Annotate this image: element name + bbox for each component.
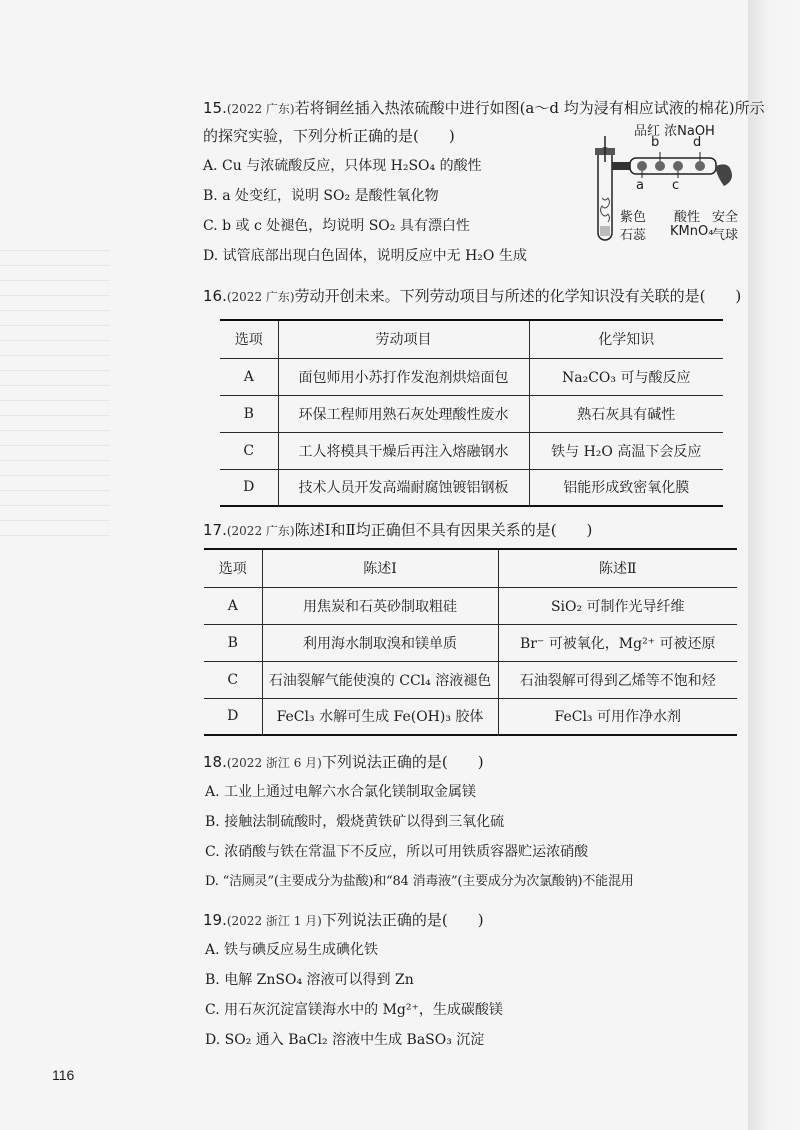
table-row — [204, 624, 737, 661]
q15-stem-text-1: 若将铜丝插入热浓硫酸中进行如图(a～d 均为浸有相应试液的棉花)所示 — [294, 99, 765, 117]
table-row — [220, 432, 723, 469]
q15-option-d: D. 试管底部出现白色固体，说明反应中无 H₂O 生成 — [203, 248, 527, 264]
q17-source: (2022 广东) — [226, 524, 295, 538]
bleed-through-text — [0, 250, 110, 870]
q15-source: (2022 广东) — [226, 102, 295, 116]
label-safety: 安全 — [712, 210, 739, 225]
q17-stem-text: 陈述Ⅰ和Ⅱ均正确但不具有因果关系的是( ) — [294, 521, 593, 539]
table-row — [204, 698, 737, 735]
q16-header-option: 选项 — [220, 320, 278, 358]
q15-apparatus-figure — [590, 118, 750, 258]
q16-row-b-knowledge: 熟石灰具有碱性 — [529, 395, 723, 432]
q17-row-b-label: B — [204, 624, 262, 661]
table-row — [220, 469, 723, 506]
copper-coil — [601, 198, 610, 222]
tube-liquid — [600, 226, 610, 236]
q17-header-option: 选项 — [204, 549, 262, 587]
q15-stem-line1 — [203, 98, 765, 119]
table-row — [220, 395, 723, 432]
cotton-d — [695, 161, 705, 171]
q17-row-d-statement-1: FeCl₃ 水解可生成 Fe(OH)₃ 胶体 — [262, 698, 498, 735]
cotton-a — [637, 161, 647, 171]
letter-c: c — [672, 178, 680, 193]
q16-row-c-label: C — [220, 432, 278, 469]
q16-row-c-knowledge: 铁与 H₂O 高温下会反应 — [529, 432, 723, 469]
q15-option-a: A. Cu 与浓硫酸反应，只体现 H₂SO₄ 的酸性 — [203, 158, 482, 174]
letter-b: b — [651, 135, 660, 150]
cotton-c — [673, 161, 683, 171]
safety-balloon — [716, 164, 732, 186]
q16-stem — [203, 286, 741, 307]
q16-row-a-label: A — [220, 358, 278, 395]
q15-option-b: B. a 处变红，说明 SO₂ 是酸性氧化物 — [203, 188, 439, 204]
q17-stem — [203, 520, 592, 541]
q16-row-d-knowledge: 铝能形成致密氧化膜 — [529, 469, 723, 506]
q16-table — [220, 319, 723, 507]
q16-row-b-labor: 环保工程师用熟石灰处理酸性废水 — [278, 395, 529, 432]
q16-stem-text: 劳动开创未来。下列劳动项目与所述的化学知识没有关联的是( ) — [294, 287, 742, 305]
tube-connector — [612, 162, 630, 170]
figure-top-labels: 品红 浓NaOH — [634, 124, 715, 139]
q17-row-a-statement-1: 用焦炭和石英砂制取粗硅 — [262, 587, 498, 624]
table-row — [220, 358, 723, 395]
q18-option-c: C. 浓硝酸与铁在常温下不反应，所以可用铁质容器贮运浓硝酸 — [205, 844, 589, 860]
q18-number: 18. — [203, 753, 227, 771]
q16-row-a-labor: 面包师用小苏打作发泡剂烘焙面包 — [278, 358, 529, 395]
q17-row-d-statement-2: FeCl₃ 可用作净水剂 — [498, 698, 737, 735]
label-acidic: 酸性 — [674, 210, 701, 225]
q16-header-labor: 劳动项目 — [278, 320, 529, 358]
q19-source: (2022 浙江 1 月) — [226, 914, 322, 928]
q19-stem — [203, 910, 484, 931]
label-litmus: 石蕊 — [620, 228, 647, 243]
label-purple: 紫色 — [620, 210, 647, 225]
q16-row-a-knowledge: Na₂CO₃ 可与酸反应 — [529, 358, 723, 395]
q19-option-d: D. SO₂ 通入 BaCl₂ 溶液中生成 BaSO₃ 沉淀 — [205, 1032, 485, 1048]
q17-row-a-statement-2: SiO₂ 可制作光导纤维 — [498, 587, 737, 624]
q19-stem-text: 下列说法正确的是( ) — [321, 911, 484, 929]
q19-number: 19. — [203, 911, 227, 929]
q18-option-d: D. “洁厕灵”(主要成分为盐酸)和“84 消毒液”(主要成分为次氯酸钠)不能混用 — [205, 874, 634, 889]
q17-number: 17. — [203, 521, 227, 539]
q17-row-b-statement-1: 利用海水制取溴和镁单质 — [262, 624, 498, 661]
q15-number: 15. — [203, 99, 227, 117]
q15-stem-line2: 的探究实验，下列分析正确的是( ) — [203, 127, 455, 145]
q16-row-d-labor: 技术人员开发高端耐腐蚀镀铝钢板 — [278, 469, 529, 506]
q18-option-b: B. 接触法制硫酸时，煅烧黄铁矿以得到三氧化硫 — [205, 814, 505, 830]
page-number: 116 — [52, 1067, 75, 1083]
label-balloon: 气球 — [712, 228, 739, 243]
cotton-b — [655, 161, 665, 171]
letter-a: a — [636, 178, 644, 193]
q17-row-c-statement-2: 石油裂解可得到乙烯等不饱和烃 — [498, 661, 737, 698]
q16-source: (2022 广东) — [226, 290, 295, 304]
q19-option-c: C. 用石灰沉淀富镁海水中的 Mg²⁺，生成碳酸镁 — [205, 1002, 503, 1018]
label-kmno4: KMnO₄ — [670, 224, 714, 239]
table-row — [204, 661, 737, 698]
q16-header-knowledge: 化学知识 — [529, 320, 723, 358]
page-edge-shadow — [748, 0, 800, 1130]
q17-row-d-label: D — [204, 698, 262, 735]
q16-row-c-labor: 工人将模具干燥后再注入熔融钢水 — [278, 432, 529, 469]
q17-row-c-statement-1: 石油裂解气能使溴的 CCl₄ 溶液褪色 — [262, 661, 498, 698]
q16-number: 16. — [203, 287, 227, 305]
q17-row-c-label: C — [204, 661, 262, 698]
q16-row-d-label: D — [220, 469, 278, 506]
table-row — [204, 587, 737, 624]
q15-option-c: C. b 或 c 处褪色，均说明 SO₂ 具有漂白性 — [203, 218, 470, 234]
q17-header-statement-2: 陈述Ⅱ — [498, 549, 737, 587]
q16-row-b-label: B — [220, 395, 278, 432]
q17-row-b-statement-2: Br⁻ 可被氧化，Mg²⁺ 可被还原 — [498, 624, 737, 661]
q18-source: (2022 浙江 6 月) — [226, 756, 322, 770]
q17-table — [204, 548, 737, 736]
q19-option-b: B. 电解 ZnSO₄ 溶液可以得到 Zn — [205, 972, 414, 988]
q17-header-statement-1: 陈述Ⅰ — [262, 549, 498, 587]
q18-stem — [203, 752, 484, 773]
letter-d: d — [693, 135, 702, 150]
q17-row-a-label: A — [204, 587, 262, 624]
q18-option-a: A. 工业上通过电解六水合氯化镁制取金属镁 — [205, 784, 477, 800]
q18-stem-text: 下列说法正确的是( ) — [321, 753, 484, 771]
q19-option-a: A. 铁与碘反应易生成碘化铁 — [205, 942, 379, 958]
